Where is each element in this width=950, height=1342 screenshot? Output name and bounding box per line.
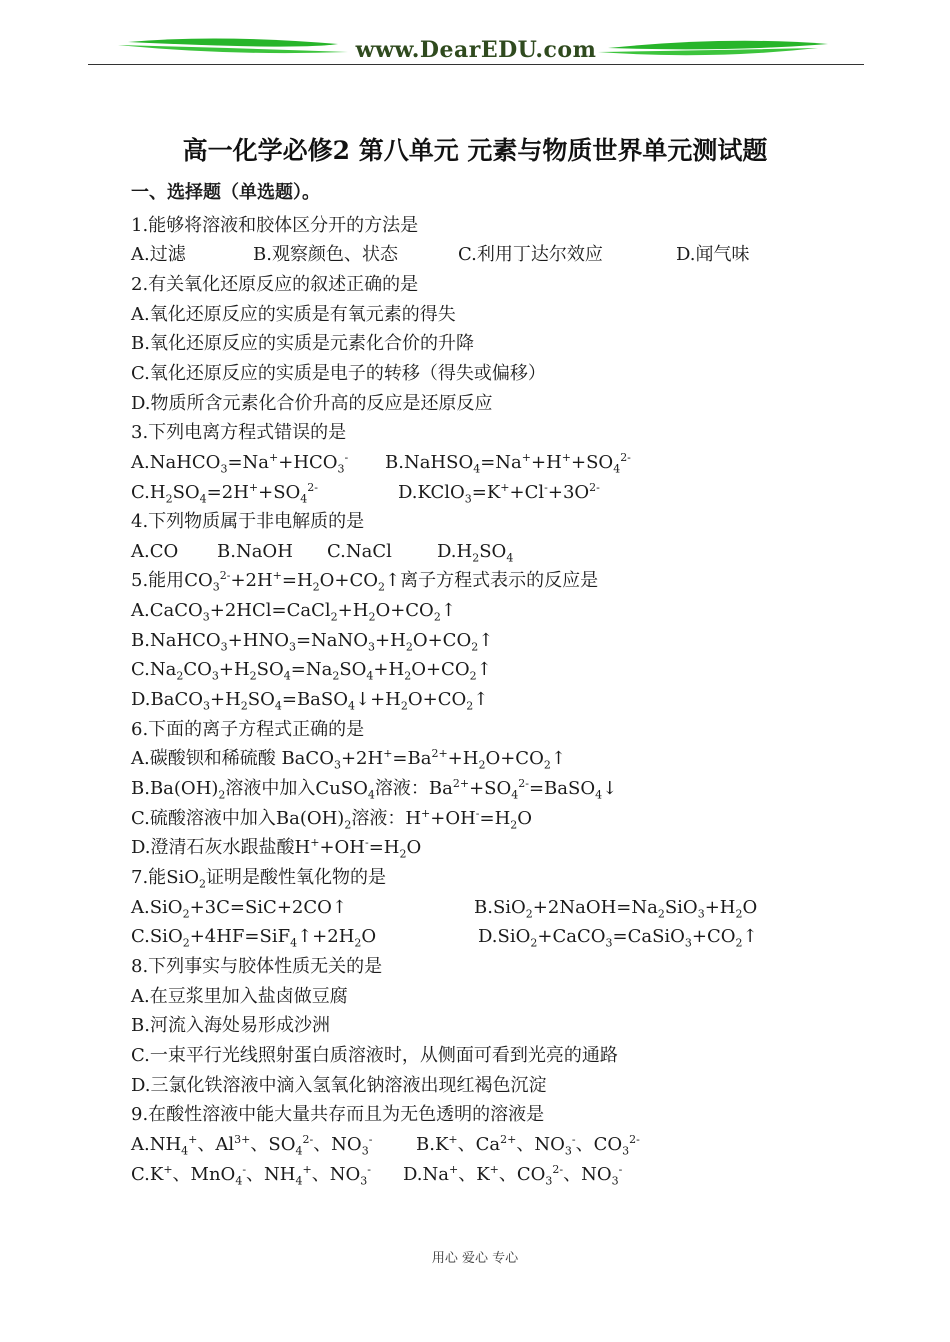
question-1-stem: 1.能够将溶液和胶体区分开的方法是	[131, 215, 419, 236]
page-footer: 用心 爱心 专心	[431, 1251, 519, 1266]
option-b: $B.SiO_2+2NaOH=Na_2SiO_3+H_2O$	[474, 897, 758, 921]
page-title: 高一化学必修2 第八单元 元素与物质世界单元测试题	[182, 136, 768, 165]
option-c: $C.H_2SO_4=2H^++SO_4^{2-}$	[131, 481, 318, 506]
question-5-stem: 5.能用$CO_3^{2-}+2H^+=H_2O+CO_2↑$离子方程式表示的反应是	[131, 569, 599, 594]
question-6-option-d: D.澄清石灰水跟盐酸$H^++OH^-=H_2O$	[131, 836, 422, 861]
question-9-stem: 9.在酸性溶液中能大量共存而且为无色透明的溶液是	[131, 1104, 545, 1125]
option-d: $D.KClO_3=K^++Cl^-+3O^{2-}$	[398, 481, 600, 506]
question-2-option-d: D.物质所含元素化合价升高的反应是还原反应	[131, 393, 493, 414]
header-rule	[88, 64, 864, 65]
option-b: $B.NaHSO_4=Na^++H^++SO_4^{2-}$	[385, 451, 631, 476]
option-d: $D.H_2SO_4$	[437, 541, 514, 565]
question-6-option-a: A.碳酸钡和稀硫酸 $BaCO_3+2H^+=Ba^{2+}+H_2O+CO_2↑$	[131, 747, 566, 772]
question-2-option-c: C.氧化还原反应的实质是电子的转移（得失或偏移）	[131, 363, 546, 384]
question-5-option-a: $A.CaCO_3+2HCl=CaCl_2+H_2O+CO_2↑$	[131, 600, 456, 624]
option-d: D.Na+、K+、$CO_3^{2-}$、$NO_3^-$	[403, 1163, 623, 1188]
option-b: B.NaOH	[217, 541, 293, 562]
option-a: A.SiO$_2$+3C=SiC+2CO↑	[131, 897, 347, 921]
option-a: A.CO	[131, 541, 179, 562]
option-d: D.闻气味	[676, 244, 750, 265]
question-2-option-a: A.氧化还原反应的实质是有氧元素的得失	[131, 304, 456, 325]
question-8-option-c: C.一束平行光线照射蛋白质溶液时，从侧面可看到光亮的通路	[131, 1045, 618, 1066]
option-a: $A.NaHCO_3=Na^++HCO_3^-$	[131, 451, 349, 476]
option-c: $C.SiO_2+4HF=SiF_4↑+2H_2O$	[131, 926, 377, 950]
question-5-option-d: $D.BaCO_3+H_2SO_4=BaSO_4↓+H_2O+CO_2↑$	[131, 689, 489, 713]
question-3-stem: 3.下列电离方程式错误的是	[131, 422, 347, 443]
brand-logo: www.DearEDU.com	[355, 37, 597, 63]
question-8-stem: 8.下列事实与胶体性质无关的是	[131, 956, 383, 977]
question-5-option-b: $B.NaHCO_3+HNO_3=NaNO_3+H_2O+CO_2↑$	[131, 630, 494, 654]
question-8-option-d: D.三氯化铁溶液中滴入氢氧化钠溶液出现红褐色沉淀	[131, 1075, 547, 1096]
question-5-option-c: $C.Na_2CO_3+H_2SO_4=Na_2SO_4+H_2O+CO_2↑$	[131, 659, 492, 683]
question-8-option-a: A.在豆浆里加入盐卤做豆腐	[131, 986, 348, 1007]
option-d: $D.SiO_2+CaCO_3=CaSiO_3+CO_2↑$	[478, 926, 758, 950]
question-6-stem: 6.下面的离子方程式正确的是	[131, 719, 365, 740]
question-6-option-c: C.硫酸溶液中加入$Ba(OH)_2$溶液：$H^++OH^-=H_2O$	[131, 807, 533, 832]
option-b: B.观察颜色、状态	[253, 244, 398, 265]
question-6-option-b: $B.Ba(OH)_2$溶液中加入CuSO$_4$溶液：$Ba^{2+}+SO_4^{2-}=BaSO_4↓$	[131, 777, 618, 802]
option-b: B.K+、$Ca^{2+}$、$NO_3^-$、$CO_3^{2-}$	[416, 1133, 640, 1158]
option-a: $A.NH_4^+$、$Al^{3+}$、$SO_4^{2-}$、$NO_3^-$	[131, 1133, 373, 1158]
option-c: C.NaCl	[327, 541, 392, 562]
option-a: A.过滤	[131, 244, 186, 265]
option-c: C.K+、MnO$_4$-、$NH_4^+$、$NO_3^-$	[131, 1163, 371, 1188]
question-7-stem: 7.能SiO$_2$证明是酸性氧化物的是	[131, 867, 387, 891]
question-2-stem: 2.有关氧化还原反应的叙述正确的是	[131, 274, 419, 295]
question-2-option-b: B.氧化还原反应的实质是元素化合价的升降	[131, 333, 474, 354]
question-8-option-b: B.河流入海处易形成沙洲	[131, 1015, 330, 1036]
question-4-stem: 4.下列物质属于非电解质的是	[131, 511, 365, 532]
section-heading: 一、选择题（单选题）。	[131, 182, 320, 203]
option-c: C.利用丁达尔效应	[458, 244, 603, 265]
